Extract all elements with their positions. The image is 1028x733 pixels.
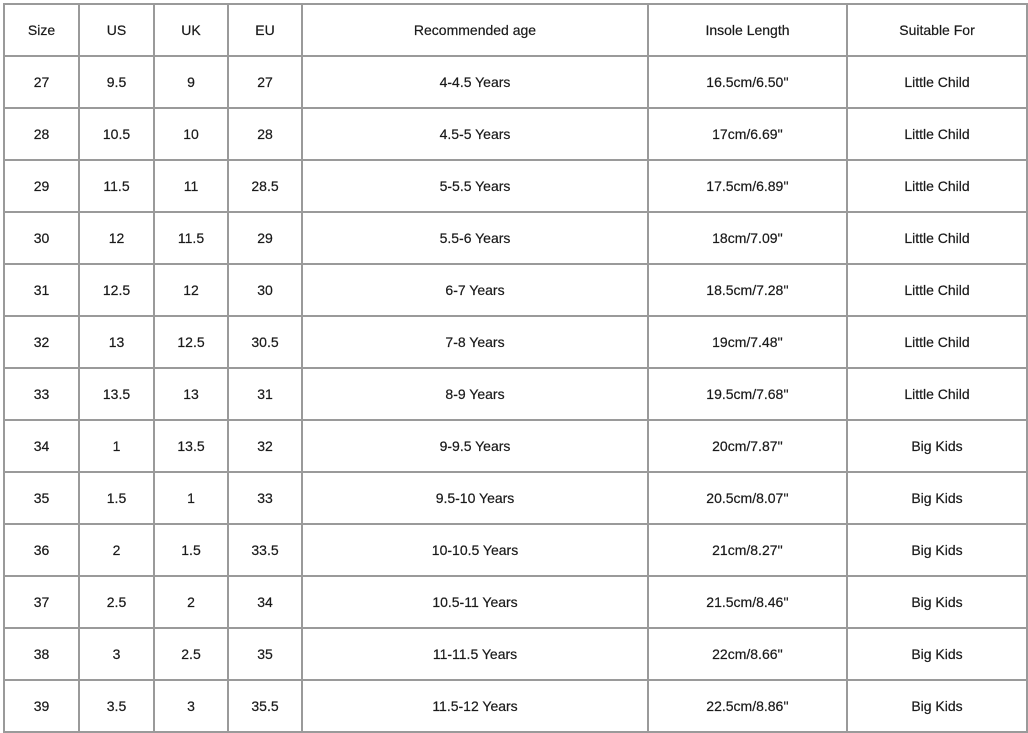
table-cell-suitable-for: Big Kids	[847, 420, 1027, 472]
table-cell-recommended-age: 4.5-5 Years	[302, 108, 648, 160]
table-cell-suitable-for: Big Kids	[847, 576, 1027, 628]
table-cell-us: 3.5	[79, 680, 154, 732]
table-cell-recommended-age: 9-9.5 Years	[302, 420, 648, 472]
table-cell-size: 39	[4, 680, 79, 732]
table-row	[4, 472, 1027, 524]
table-cell-uk: 11.5	[154, 212, 228, 264]
table-cell-eu: 33.5	[228, 524, 302, 576]
table-cell-eu: 32	[228, 420, 302, 472]
table-cell-recommended-age: 5.5-6 Years	[302, 212, 648, 264]
table-cell-eu: 33	[228, 472, 302, 524]
table-cell-insole-length: 22cm/8.66''	[648, 628, 847, 680]
table-cell-uk: 3	[154, 680, 228, 732]
table-row	[4, 160, 1027, 212]
table-cell-size: 27	[4, 56, 79, 108]
table-cell-size: 30	[4, 212, 79, 264]
table-cell-uk: 1.5	[154, 524, 228, 576]
table-cell-eu: 30	[228, 264, 302, 316]
table-cell-size: 38	[4, 628, 79, 680]
table-cell-insole-length: 21.5cm/8.46''	[648, 576, 847, 628]
table-cell-suitable-for: Big Kids	[847, 524, 1027, 576]
table-cell-us: 12	[79, 212, 154, 264]
table-cell-insole-length: 20.5cm/8.07''	[648, 472, 847, 524]
table-cell-suitable-for: Big Kids	[847, 680, 1027, 732]
table-cell-uk: 10	[154, 108, 228, 160]
table-cell-us: 1.5	[79, 472, 154, 524]
table-cell-recommended-age: 11-11.5 Years	[302, 628, 648, 680]
table-cell-recommended-age: 11.5-12 Years	[302, 680, 648, 732]
table-row	[4, 316, 1027, 368]
table-cell-suitable-for: Little Child	[847, 368, 1027, 420]
table-cell-insole-length: 17cm/6.69''	[648, 108, 847, 160]
table-cell-size: 32	[4, 316, 79, 368]
table-cell-recommended-age: 4-4.5 Years	[302, 56, 648, 108]
table-cell-eu: 28	[228, 108, 302, 160]
table-cell-insole-length: 19cm/7.48''	[648, 316, 847, 368]
table-cell-suitable-for: Little Child	[847, 212, 1027, 264]
table-cell-eu: 28.5	[228, 160, 302, 212]
table-cell-suitable-for: Little Child	[847, 316, 1027, 368]
column-header-uk: UK	[154, 4, 228, 56]
table-cell-us: 9.5	[79, 56, 154, 108]
table-cell-suitable-for: Little Child	[847, 264, 1027, 316]
table-cell-us: 2	[79, 524, 154, 576]
table-cell-uk: 1	[154, 472, 228, 524]
table-cell-uk: 2.5	[154, 628, 228, 680]
table-cell-size: 34	[4, 420, 79, 472]
table-row	[4, 56, 1027, 108]
table-cell-us: 1	[79, 420, 154, 472]
table-cell-uk: 11	[154, 160, 228, 212]
column-header-insole-length: Insole Length	[648, 4, 847, 56]
table-cell-eu: 31	[228, 368, 302, 420]
table-cell-recommended-age: 9.5-10 Years	[302, 472, 648, 524]
table-cell-eu: 35	[228, 628, 302, 680]
column-header-eu: EU	[228, 4, 302, 56]
table-row	[4, 264, 1027, 316]
table-cell-uk: 9	[154, 56, 228, 108]
table-cell-suitable-for: Little Child	[847, 108, 1027, 160]
table-cell-eu: 29	[228, 212, 302, 264]
column-header-size: Size	[4, 4, 79, 56]
table-cell-uk: 13	[154, 368, 228, 420]
table-cell-uk: 2	[154, 576, 228, 628]
table-cell-recommended-age: 10.5-11 Years	[302, 576, 648, 628]
table-header-row	[4, 4, 1027, 56]
table-cell-eu: 34	[228, 576, 302, 628]
table-cell-eu: 27	[228, 56, 302, 108]
table-cell-us: 3	[79, 628, 154, 680]
table-row	[4, 576, 1027, 628]
table-row	[4, 420, 1027, 472]
column-header-suitable-for: Suitable For	[847, 4, 1027, 56]
table-cell-uk: 12	[154, 264, 228, 316]
table-cell-us: 11.5	[79, 160, 154, 212]
table-cell-insole-length: 20cm/7.87''	[648, 420, 847, 472]
table-cell-insole-length: 22.5cm/8.86''	[648, 680, 847, 732]
table-cell-insole-length: 21cm/8.27''	[648, 524, 847, 576]
table-cell-recommended-age: 6-7 Years	[302, 264, 648, 316]
table-cell-eu: 30.5	[228, 316, 302, 368]
table-row	[4, 628, 1027, 680]
table-cell-insole-length: 18.5cm/7.28''	[648, 264, 847, 316]
table-cell-insole-length: 16.5cm/6.50''	[648, 56, 847, 108]
table-cell-suitable-for: Little Child	[847, 56, 1027, 108]
table-cell-us: 2.5	[79, 576, 154, 628]
table-body	[4, 56, 1027, 732]
table-cell-us: 12.5	[79, 264, 154, 316]
column-header-recommended-age: Recommended age	[302, 4, 648, 56]
table-row	[4, 368, 1027, 420]
table-cell-eu: 35.5	[228, 680, 302, 732]
size-chart-table	[3, 3, 1028, 733]
table-cell-us: 13	[79, 316, 154, 368]
table-cell-uk: 13.5	[154, 420, 228, 472]
table-row	[4, 212, 1027, 264]
table-cell-size: 29	[4, 160, 79, 212]
table-cell-insole-length: 18cm/7.09''	[648, 212, 847, 264]
table-cell-uk: 12.5	[154, 316, 228, 368]
table-cell-size: 28	[4, 108, 79, 160]
table-cell-suitable-for: Big Kids	[847, 628, 1027, 680]
table-cell-insole-length: 17.5cm/6.89''	[648, 160, 847, 212]
table-row	[4, 680, 1027, 732]
table-cell-size: 35	[4, 472, 79, 524]
table-cell-suitable-for: Little Child	[847, 160, 1027, 212]
table-cell-recommended-age: 8-9 Years	[302, 368, 648, 420]
table-cell-suitable-for: Big Kids	[847, 472, 1027, 524]
table-cell-insole-length: 19.5cm/7.68''	[648, 368, 847, 420]
table-cell-recommended-age: 7-8 Years	[302, 316, 648, 368]
table-row	[4, 524, 1027, 576]
table-cell-size: 33	[4, 368, 79, 420]
table-row	[4, 108, 1027, 160]
column-header-us: US	[79, 4, 154, 56]
table-cell-size: 36	[4, 524, 79, 576]
table-cell-recommended-age: 5-5.5 Years	[302, 160, 648, 212]
table-cell-us: 10.5	[79, 108, 154, 160]
table-cell-us: 13.5	[79, 368, 154, 420]
table-cell-size: 31	[4, 264, 79, 316]
table-cell-recommended-age: 10-10.5 Years	[302, 524, 648, 576]
table-cell-size: 37	[4, 576, 79, 628]
